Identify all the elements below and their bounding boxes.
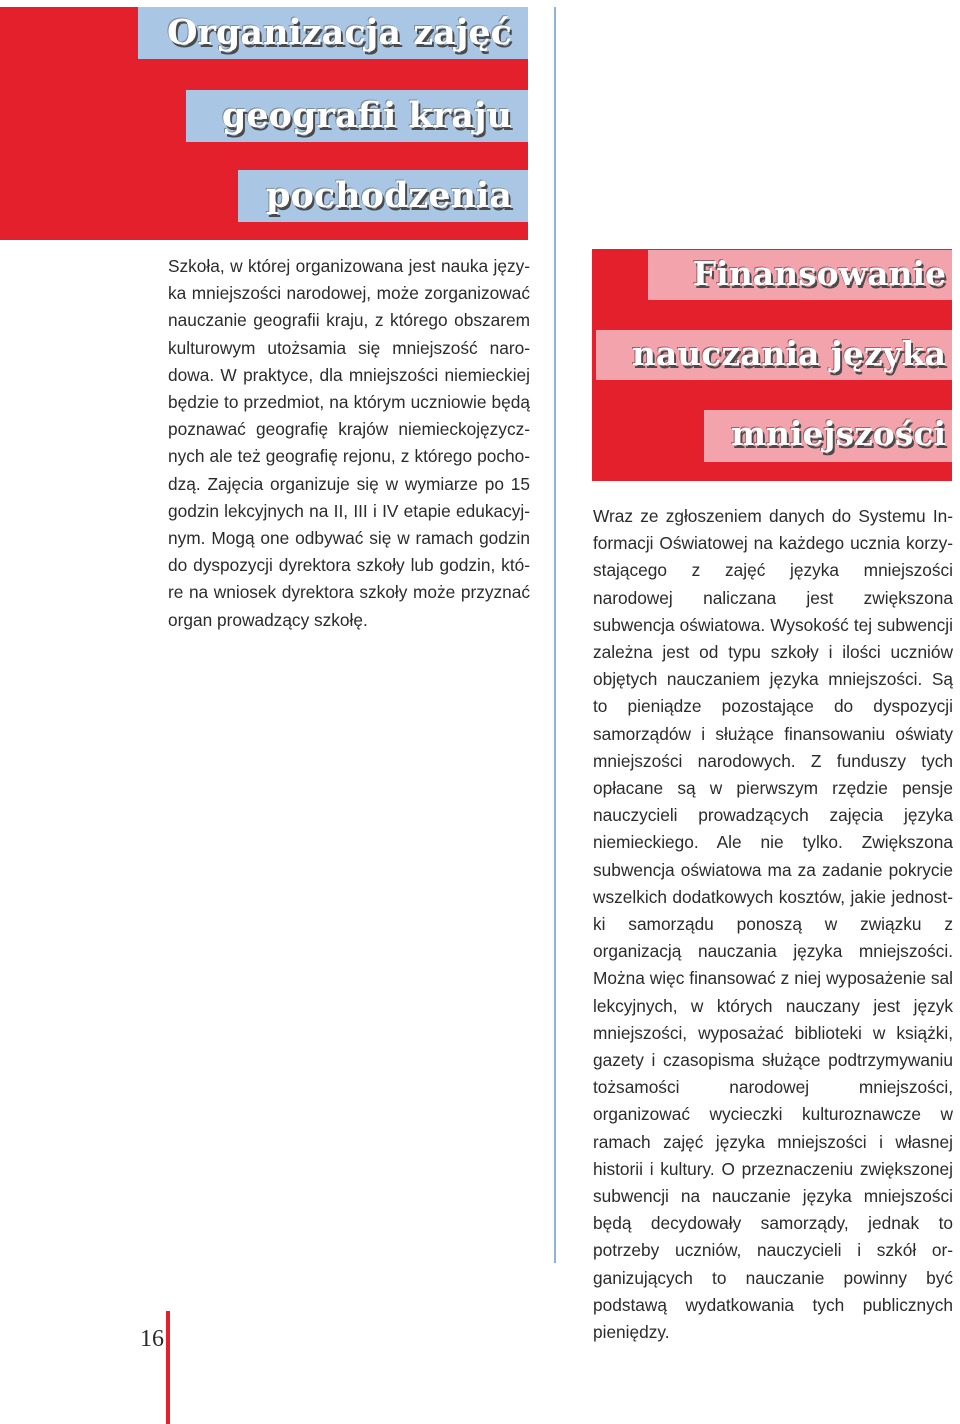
left-title-line-2: geografii kraju bbox=[186, 90, 528, 142]
right-body-text: Wraz ze zgłoszeniem danych do Systemu Informacji Oświatowej na każdego ucznia korzystającego z zajęć języka mniejszości narodowej naliczana jest zwiększona subwencja oświatowa. Wysokość tej subwencji zależna jest od typu szkoły i ilości uczniów objętych nauczaniem języka mniejszości. Są to pieniądze pozostające do dyspozycji samorządów i służące finansowaniu oświaty mniejszości narodowych. Z funduszy tych opłacane są w pierwszym rzędzie pensje nauczycieli prowadzących zajęcia języka niemieckiego. Ale nie tylko. Zwiększona subwencja oświatowa ma za zadanie pokrycie wszelkich dodatkowych kosztów, jakie jednostki samorządu ponoszą w związku z organizacją nauczania języka mniejszości. Można więc finansować z niej wyposażenie sal lekcyjnych, w których nauczany jest język mniejszości, wyposażać biblioteki w książki, gazety i czasopisma służące podtrzymywaniu tożsamości narodowej mniejszości, organizować wycieczki kulturoznawcze w ramach zajęć języka mniejszości i własnej historii i kultury. O przeznaczeniu zwiększonej subwencji na nauczanie języka mniejszości będą decydowały samorządy, jednak to potrzeby uczniów, nauczycieli i szkół organizujących to nauczanie powinny być podstawą wydatkowania tych publicznych pieniędzy. bbox=[593, 506, 953, 1343]
left-title-line-1: Organizacja zajęć bbox=[138, 7, 528, 59]
left-body-text: Szkoła, w której organizowana jest nauka języka mniejszości narodowej, może zorganizować nauczanie geografii kraju, z którego obszarem kulturowym utożsamia się mniejszość narodowa. W praktyce, dla mniejszości niemieckiej będzie to przedmiot, na którym uczniowie będą poznawać geografię krajów niemieckojęzycznych ale też geografię rejonu, z którego pochodzą. Zajęcia organizuje się w wymiarze po 15 godzin lekcyjnych na II, III i IV etapie edukacyjnym. Mogą one odbywać się w ramach godzin do dyspozycji dyrektora szkoły lub godzin, które na wniosek dyrektora szkoły może przyznać organ prowadzący szkołę. bbox=[168, 256, 530, 630]
page-number: 16 bbox=[140, 1326, 164, 1352]
right-title-line-3: mniejszości bbox=[704, 410, 952, 462]
left-title-line-3: pochodzenia bbox=[238, 170, 528, 222]
right-title-line-2: nauczania języka bbox=[596, 330, 952, 380]
page-number-rule bbox=[166, 1311, 170, 1424]
right-title-line-1: Finansowanie bbox=[648, 250, 952, 300]
column-divider bbox=[554, 7, 556, 1263]
